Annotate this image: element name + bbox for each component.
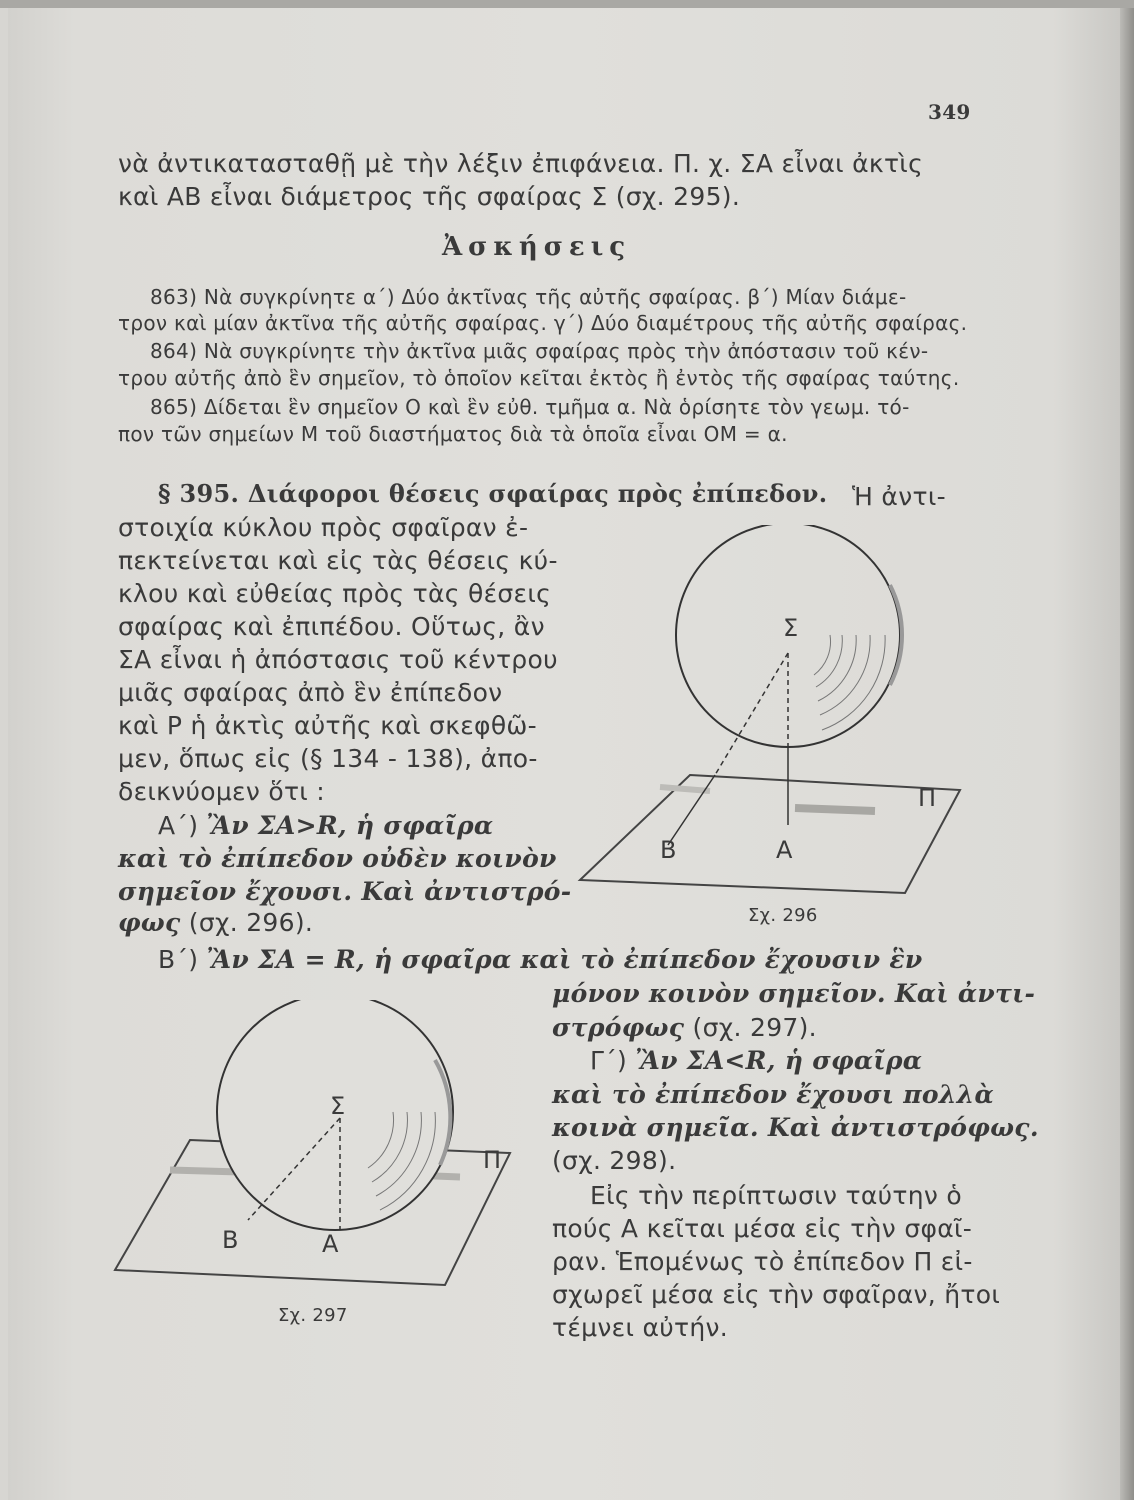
plane-296: [580, 775, 960, 893]
fig296-label-a: Α: [776, 836, 793, 864]
final-line: Εἰς τὴν περίπτωσιν ταύτην ὁ: [590, 1181, 963, 1210]
body-line: κλου καὶ εὐθείας πρὸς τὰς θέσεις: [118, 579, 552, 608]
fig296-caption: Σχ. 296: [748, 905, 818, 926]
page-edge: [1120, 0, 1134, 1500]
case-c-line: Γ΄) Ἂν ΣΑ<R, ἡ σφαῖρα: [590, 1046, 923, 1075]
figure-296: [570, 525, 970, 925]
case-c-line: κοινὰ σημεῖα. Καὶ ἀντιστρόφως.: [552, 1113, 1039, 1142]
page-top-edge: [0, 0, 1134, 8]
body-line: σφαίρας καὶ ἐπιπέδου. Οὕτως, ἂν: [118, 612, 545, 641]
body-line: στοιχία κύκλου πρὸς σφαῖραν ἐ-: [118, 513, 529, 542]
body-line: μεν, ὅπως εἰς (§ 134 - 138), ἀπο-: [118, 744, 538, 773]
final-line: σχωρεῖ μέσα εἰς τὴν σφαῖραν, ἤτοι: [552, 1280, 1001, 1309]
body-line: δεικνύομεν ὅτι :: [118, 777, 326, 806]
fig296-label-b: Β: [660, 836, 677, 864]
section-title: § 395. Διάφοροι θέσεις σφαίρας πρὸς ἐπίπεδον.: [158, 479, 828, 508]
exercise-line: τρου αὐτῆς ἀπὸ ἓν σημεῖον, τὸ ὁποῖον κεῖται ἐκτὸς ἢ ἐντὸς τῆς σφαίρας ταύτης.: [118, 366, 960, 390]
intro-line-2: καὶ ΑΒ εἶναι διάμετρος τῆς σφαίρας Σ (σχ. 295).: [118, 182, 741, 211]
case-c-line: (σχ. 298).: [552, 1146, 677, 1175]
final-line: τέμνει αὐτήν.: [552, 1313, 729, 1342]
fig296-label-center: Σ: [783, 614, 799, 642]
body-line: καὶ Ρ ἡ ἀκτὶς αὐτῆς καὶ σκεφθῶ-: [118, 711, 537, 740]
exercise-line: τρον καὶ μίαν ἀκτῖνα τῆς αὐτῆς σφαίρας. γ΄) Δύο διαμέτρους τῆς αὐτῆς σφαίρας.: [118, 311, 968, 335]
fig297-label-b: Β: [222, 1226, 239, 1254]
page-number: 349: [928, 100, 971, 124]
body-line: μιᾶς σφαίρας ἀπὸ ἓν ἐπίπεδον: [118, 678, 503, 707]
case-b-line: στρόφως (σχ. 297).: [552, 1013, 817, 1042]
fig296-label-plane: Π: [918, 784, 937, 812]
intro-line-1: νὰ ἀντικατασταθῇ μὲ τὴν λέξιν ἐπιφάνεια. Π. χ. ΣΑ εἶναι ἀκτὶς: [118, 149, 924, 178]
case-b-line: Β΄) Ἂν ΣΑ = R, ἡ σφαῖρα καὶ τὸ ἐπίπεδον ἔχουσιν ἓν: [158, 945, 923, 974]
fig297-label-plane: Π: [483, 1146, 502, 1174]
case-b-line: μόνον κοινὸν σημεῖον. Καὶ ἀντι-: [552, 979, 1036, 1008]
case-c-line: καὶ τὸ ἐπίπεδον ἔχουσι πολλὰ: [552, 1080, 995, 1109]
case-a-line: σημεῖον ἔχουσι. Καὶ ἀντιστρό-: [118, 877, 572, 906]
case-a-line: Α΄) Ἂν ΣΑ>R, ἡ σφαῖρα: [158, 811, 494, 840]
final-line: ραν. Ἑπομένως τὸ ἐπίπεδον Π εἰ-: [552, 1247, 973, 1276]
exercise-line: 865) Δίδεται ἓν σημεῖον Ο καὶ ἓν εὐθ. τμῆμα α. Νὰ ὁρίσητε τὸν γεωμ. τό-: [150, 395, 910, 419]
figure-297: [110, 1000, 520, 1300]
fig297-label-center: Σ: [330, 1092, 346, 1120]
exercise-line: 864) Νὰ συγκρίνητε τὴν ἀκτῖνα μιᾶς σφαίρας πρὸς τὴν ἀπόστασιν τοῦ κέν-: [150, 339, 929, 363]
final-line: πούς Α κεῖται μέσα εἰς τὴν σφαῖ-: [552, 1214, 973, 1243]
exercises-heading: Ἀσκήσεις: [442, 232, 632, 262]
exercise-line: πον τῶν σημείων Μ τοῦ διαστήματος διὰ τὰ ὁποῖα εἶναι ΟΜ = α.: [118, 422, 788, 446]
fig297-label-a: Α: [322, 1230, 339, 1258]
section-title-continuation: Ἡ ἀντι-: [852, 482, 946, 511]
fig297-caption: Σχ. 297: [278, 1305, 348, 1326]
body-line: πεκτείνεται καὶ εἰς τὰς θέσεις κύ-: [118, 546, 558, 575]
exercise-line: 863) Νὰ συγκρίνητε α΄) Δύο ἀκτῖνας τῆς αὐτῆς σφαίρας. β΄) Μίαν διάμε-: [150, 285, 907, 309]
case-a-line: καὶ τὸ ἐπίπεδον οὐδὲν κοινὸν: [118, 844, 557, 873]
body-line: ΣΑ εἶναι ἡ ἀπόστασις τοῦ κέντρου: [118, 645, 558, 674]
case-a-line: φως (σχ. 296).: [118, 908, 314, 937]
